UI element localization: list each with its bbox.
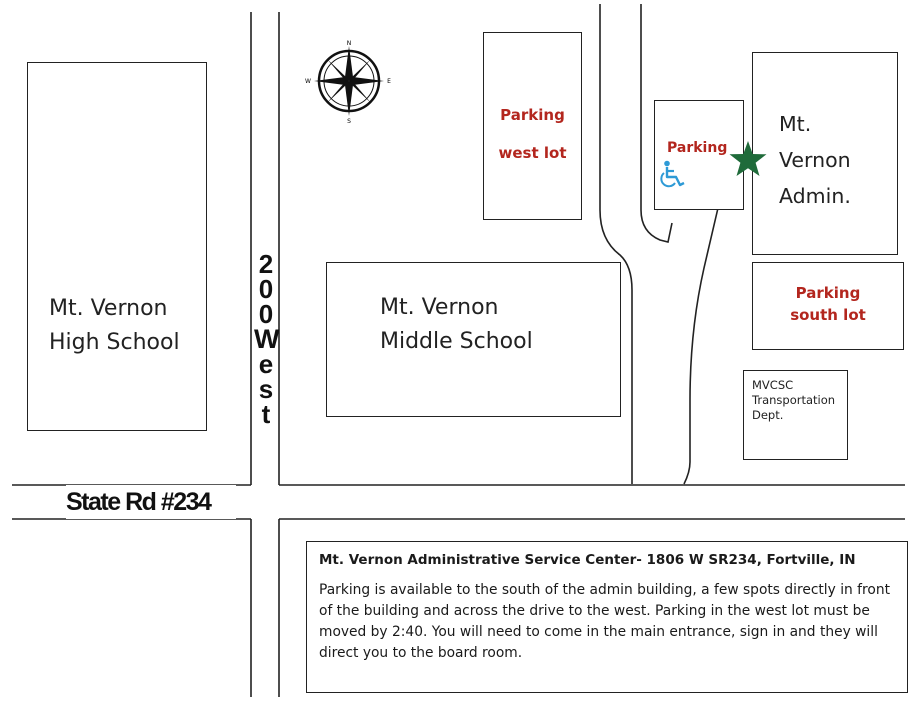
road-200-west-char: s (258, 374, 274, 404)
parking-west-lot-label (483, 96, 582, 172)
road-200-west-char: 0 (258, 274, 274, 304)
compass-s-label: S (347, 118, 351, 124)
star-icon (728, 140, 768, 178)
parking-front-label: Parking (667, 140, 728, 156)
state-rd-234-label: State Rd #234 (66, 485, 236, 519)
parking-south-lot-label-line2: south lot (790, 306, 866, 324)
parking-west-lot-label-line2: west lot (498, 144, 567, 162)
compass-n-label: N (346, 40, 352, 47)
road-200-west-char: W (254, 324, 280, 354)
info-title: Mt. Vernon Administrative Service Center- 1806 W SR234, Fortville, IN (319, 552, 856, 568)
compass-e-label: E (387, 78, 391, 85)
info-box (306, 541, 908, 693)
wheelchair-icon (658, 160, 690, 188)
middle-school-label: Mt. Vernon Middle School (380, 295, 533, 354)
parking-south-lot-label (752, 282, 904, 326)
road-200-west-char: e (258, 349, 274, 379)
road-200-west-char: t (261, 399, 271, 429)
parking-south-lot-label-line1: Parking (795, 284, 861, 302)
high-school-label: Mt. Vernon High School (49, 296, 180, 355)
road-200-west-char: 0 (258, 299, 274, 329)
road-200-west-label (254, 249, 280, 429)
transportation-label: MVCSC Transportation Dept. (752, 378, 836, 422)
high-school-building (27, 62, 207, 431)
road-200-west-char: 2 (258, 249, 274, 279)
compass-rose-icon (303, 38, 395, 124)
drive-branch (684, 208, 718, 484)
compass-w-label: W (305, 78, 311, 85)
parking-west-lot-label-line1: Parking (500, 106, 565, 124)
admin-label: Mt. Vernon Admin. (779, 112, 851, 208)
info-body: Parking is available to the south of the admin building, a few spots directly in front of the building and across the drive to the west. Parking in the west lot must be moved by 2:40. You will need to come in the main entrance, sign in and they will direct you to the board room. (319, 582, 890, 661)
